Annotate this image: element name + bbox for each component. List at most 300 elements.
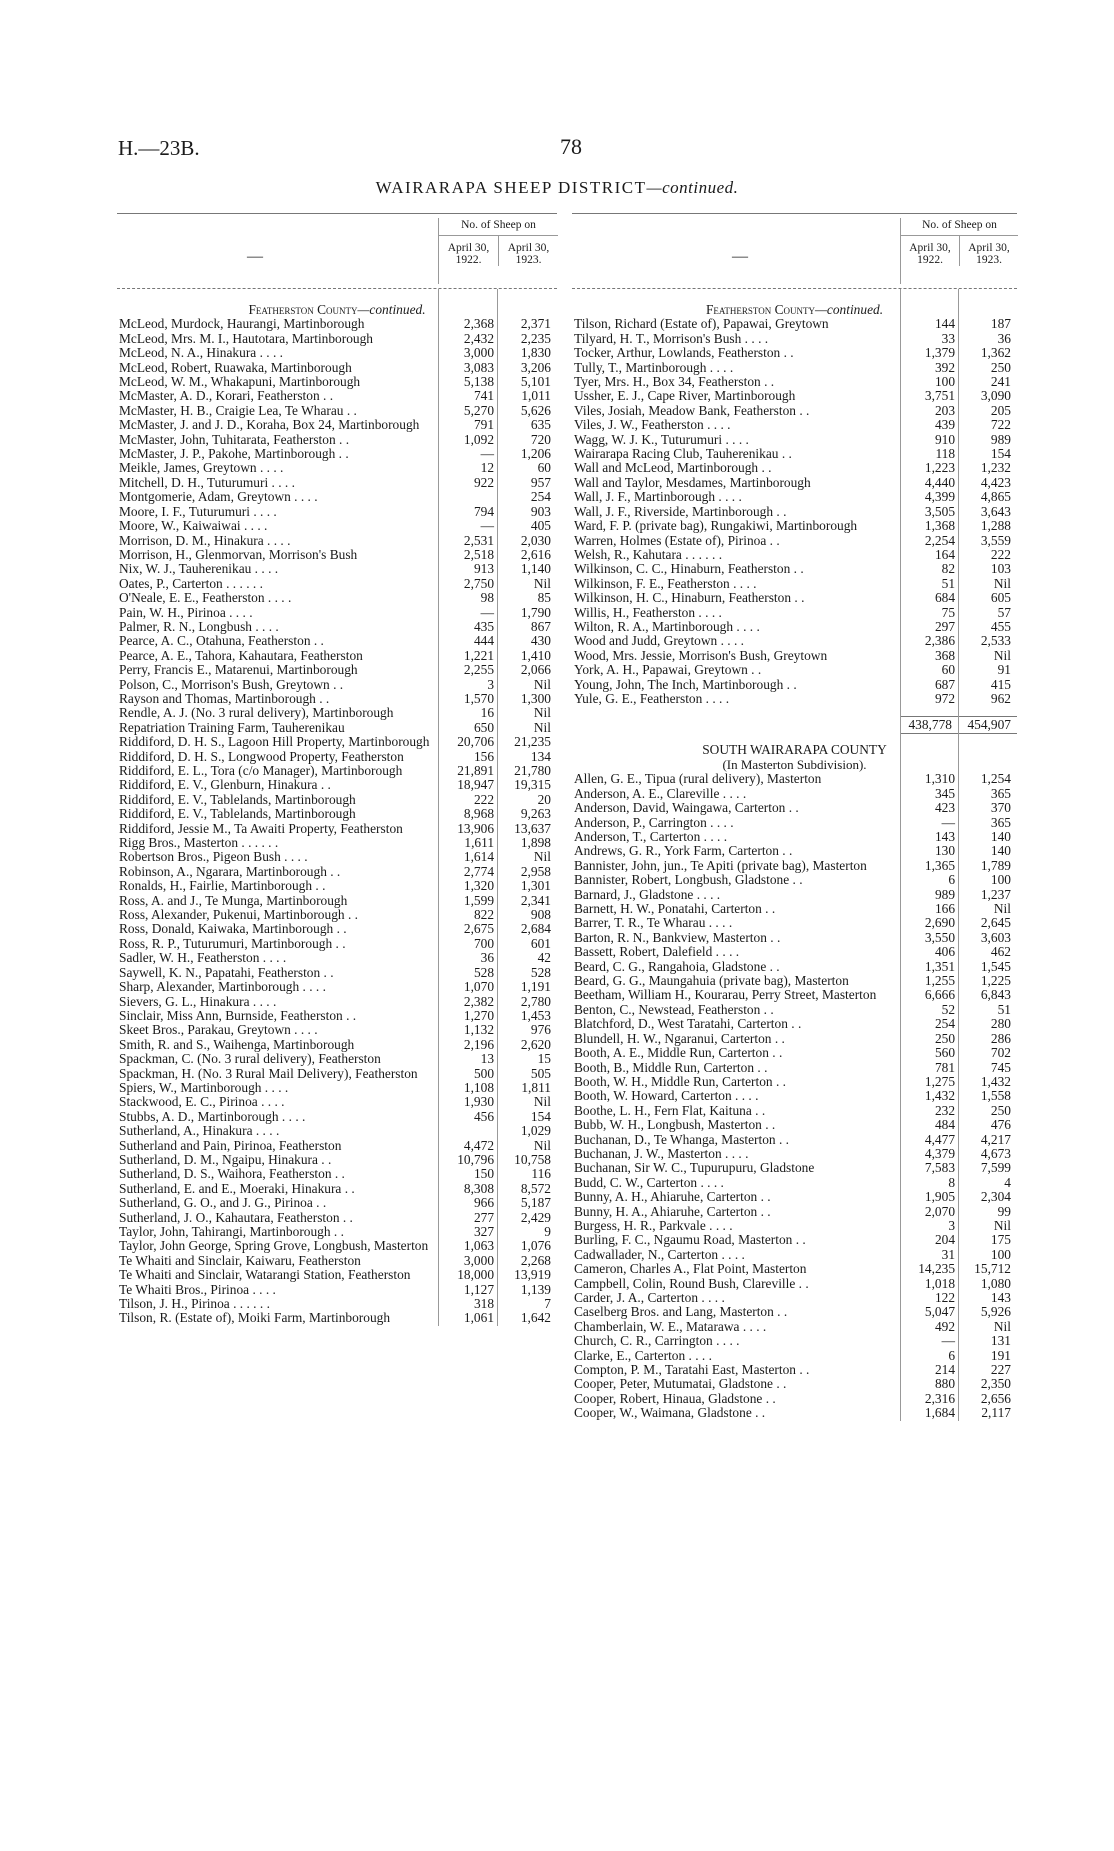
sheep-1922: 1,614	[463, 849, 495, 865]
owner-name	[572, 447, 906, 461]
sheep-1922: 1,223	[924, 460, 956, 476]
sheep-1923: 222	[990, 546, 1011, 562]
table-row	[572, 519, 1017, 533]
sheep-1922: 318	[473, 1296, 495, 1312]
owner-name-text: Clarke, E., Carterton . . . .	[574, 1347, 712, 1363]
table-row	[117, 649, 557, 663]
sheep-1923: 2,066	[520, 662, 551, 678]
owner-name-text: Compton, P. M., Taratahi East, Masterton . .	[574, 1362, 810, 1378]
sheep-1922: 1,570	[463, 690, 495, 706]
owner-name	[572, 1133, 906, 1147]
table-row	[572, 931, 1017, 945]
table-row	[117, 404, 557, 418]
owner-name	[117, 375, 444, 389]
sheep-1922: 297	[934, 618, 956, 634]
owner-name-text: Mitchell, D. H., Tuturumuri . . . .	[119, 474, 295, 490]
owner-name-text: Pearce, A. C., Otahuna, Featherston . .	[119, 633, 324, 649]
sheep-1922: 1,063	[463, 1238, 495, 1254]
table-row	[572, 1176, 1017, 1190]
owner-name-text: Sutherland and Pain, Pirinoa, Featherston	[119, 1137, 342, 1153]
table-row	[117, 418, 557, 432]
table-row	[117, 1268, 557, 1282]
section-continued: —continued.	[357, 302, 426, 317]
table-row	[117, 692, 557, 706]
sheep-1923: 2,341	[520, 892, 551, 908]
sheep-1923: 9,263	[520, 806, 551, 822]
owner-column-dash: —	[732, 248, 748, 265]
sheep-count-header	[900, 218, 1018, 284]
table-row	[117, 461, 557, 475]
owner-name-text: Blatchford, D., West Taratahi, Carterton . .	[574, 1016, 802, 1032]
owner-name-text: Rendle, A. J. (No. 3 rural delivery), Martinborough	[119, 705, 394, 721]
sheep-1923: 91	[997, 662, 1011, 678]
owner-name-text: Sutherland, E. and E., Moeraki, Hinakura . .	[119, 1180, 355, 1196]
sheep-1922: 6	[948, 1347, 956, 1363]
sheep-1923: 9	[544, 1224, 551, 1239]
table-row	[117, 577, 557, 591]
sheep-1923: 2,616	[520, 546, 551, 562]
sheep-1922: 435	[473, 618, 495, 634]
table-row	[572, 1219, 1017, 1233]
table-row	[572, 1061, 1017, 1075]
sheep-1923: 1,362	[980, 345, 1011, 361]
sheep-1922: 922	[473, 474, 495, 490]
section-heading	[572, 289, 1017, 317]
table-row	[117, 1297, 557, 1311]
owner-name-text: Tilson, R. (Estate of), Moiki Farm, Martinborough	[119, 1310, 391, 1326]
owner-name	[572, 389, 906, 403]
sheep-1923: 241	[990, 374, 1011, 390]
owner-name-text: Smith, R. and S., Waihenga, Martinborough	[119, 1036, 355, 1052]
sheep-1923: 702	[990, 1045, 1011, 1061]
owner-name-text: Beard, G. G., Maungahuia (private bag), Masterton	[574, 973, 849, 989]
owner-name	[117, 778, 444, 792]
owner-name	[572, 859, 906, 873]
sheep-1923: 2,656	[980, 1390, 1011, 1406]
table-row	[117, 879, 557, 893]
table-row	[117, 1311, 557, 1325]
sheep-1922: 144	[934, 316, 956, 332]
owner-name	[572, 678, 906, 692]
owner-name-text: Wood, Mrs. Jessie, Morrison's Bush, Greytown	[574, 647, 828, 663]
sheep-1923: 2,429	[520, 1209, 551, 1225]
owner-name-text: Tilson, J. H., Pirinoa . . . . . .	[119, 1296, 270, 1312]
owner-name	[572, 1334, 906, 1348]
column-header	[572, 213, 1017, 289]
owner-name-text: Cooper, W., Waimana, Gladstone . .	[574, 1405, 766, 1421]
owner-name-text: Saywell, K. N., Papatahi, Featherston . .	[119, 964, 334, 980]
owner-name-text: Buchanan, D., Te Whanga, Masterton . .	[574, 1131, 789, 1147]
sheep-1922: 98	[480, 590, 495, 606]
sheep-1922: 13,906	[457, 820, 495, 836]
owner-name	[572, 1161, 906, 1175]
owner-name-text: Wood and Judd, Greytown . . . .	[574, 633, 745, 649]
owner-name	[572, 816, 906, 830]
owner-name	[572, 562, 906, 576]
owner-name	[117, 1009, 444, 1023]
owner-name	[572, 375, 906, 389]
sheep-1923: 2,117	[981, 1405, 1011, 1421]
sheep-1923: Nil	[993, 647, 1011, 663]
owner-name-text: Barrer, T. R., Te Wharau . . . .	[574, 915, 733, 931]
owner-name-text: Robertson Bros., Pigeon Bush . . . .	[119, 849, 308, 865]
sheep-1922: 156	[473, 748, 495, 764]
sheep-1922: 966	[473, 1195, 495, 1211]
owner-name	[572, 663, 906, 677]
sheep-1922: 4,440	[924, 474, 956, 490]
sheep-1923: 1,790	[520, 604, 551, 620]
owner-name-text: Campbell, Colin, Round Bush, Clareville . .	[574, 1275, 809, 1291]
sheep-1922: 31	[941, 1246, 956, 1262]
sheep-1923: 2,620	[520, 1036, 551, 1052]
table-row	[572, 787, 1017, 801]
table-row	[572, 447, 1017, 461]
owner-name-text: Tilyard, H. T., Morrison's Bush . . . .	[574, 330, 769, 346]
sheep-1923: Nil	[533, 676, 551, 692]
sheep-1923: 528	[530, 964, 551, 980]
table-row	[572, 649, 1017, 663]
owner-name-text: Ward, F. P. (private bag), Rungakiwi, Martinborough	[574, 518, 858, 534]
section-name: Featherston County	[248, 302, 358, 317]
owner-name-text: Tocker, Arthur, Lowlands, Featherston . .	[574, 345, 794, 361]
sheep-1923: 100	[990, 1246, 1011, 1262]
sheep-1922: 2,255	[463, 662, 495, 678]
owner-name	[572, 591, 906, 605]
table-row	[117, 375, 557, 389]
sheep-1923: 4	[1004, 1174, 1011, 1190]
owner-name-text: Sadler, W. H., Featherston . . . .	[119, 950, 287, 966]
sheep-1922: 1,351	[924, 958, 956, 974]
table-row	[117, 591, 557, 605]
sheep-1922: 687	[934, 676, 956, 692]
sheep-1923: Nil	[533, 705, 551, 721]
sheep-1923: Nil	[533, 575, 551, 591]
owner-name	[117, 346, 444, 360]
sheep-count-header	[438, 218, 558, 284]
table-row	[572, 620, 1017, 634]
owner-name	[572, 1061, 906, 1075]
owner-name-text: Wagg, W. J. K., Tuturumuri . . . .	[574, 431, 749, 447]
owner-name-text: Buchanan, Sir W. C., Tupurupuru, Gladstone	[574, 1160, 815, 1176]
owner-name	[117, 433, 444, 447]
owner-name-text: Barton, R. N., Bankview, Masterton . .	[574, 929, 781, 945]
owner-name	[117, 822, 444, 836]
sheep-1923: 1,453	[520, 1007, 551, 1023]
sheep-1922: 12	[480, 460, 495, 476]
sheep-1923: 140	[990, 829, 1011, 844]
sheep-1922: 1,092	[463, 431, 495, 447]
owner-name-text: Sutherland, D. M., Ngaipu, Hinakura . .	[119, 1151, 332, 1167]
sheep-1922: 5,138	[463, 374, 495, 390]
table-row	[572, 562, 1017, 576]
table-row	[117, 678, 557, 692]
sheep-1923: 187	[990, 316, 1011, 332]
owner-name-text: Anderson, T., Carterton . . . .	[574, 829, 728, 844]
owner-name-text: Tilson, Richard (Estate of), Papawai, Greytown	[574, 316, 829, 332]
owner-name	[117, 865, 444, 879]
owner-name	[117, 1182, 444, 1196]
owner-name-text: Cadwallader, N., Carterton . . . .	[574, 1246, 745, 1262]
sheep-1922: 392	[934, 359, 956, 375]
owner-name-text: Beard, C. G., Rangahoia, Gladstone . .	[574, 958, 780, 974]
owner-name	[117, 447, 444, 461]
owner-name-text: Spiers, W., Martinborough . . . .	[119, 1079, 289, 1095]
sheep-1923: 140	[990, 843, 1011, 859]
page-title	[0, 178, 1114, 198]
table-row	[117, 1139, 557, 1153]
owner-name	[117, 966, 444, 980]
sheep-1922: 204	[934, 1232, 956, 1248]
table-row	[117, 505, 557, 519]
sheep-1922: 484	[934, 1117, 956, 1133]
owner-name	[117, 908, 444, 922]
owner-name-text: Wairarapa Racing Club, Tauherenikau . .	[574, 446, 792, 462]
owner-name	[117, 461, 444, 475]
owner-name	[117, 663, 444, 677]
sheep-1923: 250	[990, 1102, 1011, 1118]
table-row	[117, 937, 557, 951]
owner-name-text: Viles, Josiah, Meadow Bank, Featherston . .	[574, 402, 810, 418]
sheep-1923: Nil	[533, 1094, 551, 1110]
table-row	[117, 1254, 557, 1268]
sheep-1923: 103	[990, 561, 1011, 577]
sheep-1922: 423	[934, 800, 956, 816]
sheep-1922: 75	[941, 604, 956, 620]
table-row	[117, 1239, 557, 1253]
year-1923-header: April 30, 1923.	[959, 236, 1018, 266]
right-column-table	[572, 213, 1017, 1421]
sheep-1922: 13	[480, 1051, 495, 1067]
owner-name-text: McLeod, Mrs. M. I., Hautotara, Martinborough	[119, 330, 373, 346]
sheep-1922: 528	[473, 964, 495, 980]
sheep-1922: 1,275	[924, 1073, 956, 1089]
sheep-1922: 1,221	[463, 647, 495, 663]
owner-name	[117, 1225, 444, 1239]
sheep-1923: 57	[997, 604, 1011, 620]
sheep-1922: 36	[480, 950, 495, 966]
sheep-1922: 794	[473, 503, 495, 519]
owner-name	[572, 1017, 906, 1031]
owner-name-text: McMaster, A. D., Korari, Featherston . .	[119, 388, 334, 404]
owner-name	[117, 1023, 444, 1037]
sheep-1923: 1,288	[980, 518, 1011, 534]
table-row	[117, 822, 557, 836]
owner-name	[117, 1081, 444, 1095]
sheep-1923: 227	[990, 1362, 1011, 1378]
owner-name	[572, 1190, 906, 1204]
sheep-1923: 1,140	[520, 561, 551, 577]
owner-name-text: Burgess, H. R., Parkvale . . . .	[574, 1217, 733, 1233]
owner-name	[117, 476, 444, 490]
table-row	[572, 1262, 1017, 1276]
sheep-1922: 822	[473, 907, 495, 923]
sheep-1923: 976	[530, 1022, 551, 1038]
table-row	[572, 916, 1017, 930]
sheep-1922: 122	[934, 1290, 956, 1305]
owner-name-text: McMaster, John, Tuhitarata, Featherston . .	[119, 431, 350, 447]
table-row	[572, 1248, 1017, 1262]
owner-name-text: Te Whaiti and Sinclair, Watarangi Station, Featherston	[119, 1267, 411, 1283]
owner-name-text: Beetham, William H., Kourarau, Perry Street, Masterton	[574, 987, 877, 1003]
table-row	[572, 1291, 1017, 1305]
table-row	[572, 404, 1017, 418]
sheep-1922: 3,550	[924, 929, 956, 945]
table-row	[117, 793, 557, 807]
sheep-1922: 327	[473, 1224, 495, 1239]
table-row	[117, 1196, 557, 1210]
sheep-1922: 3	[487, 676, 495, 692]
owner-name-text: Spackman, H. (No. 3 Rural Mail Delivery), Featherston	[119, 1065, 418, 1081]
owner-name-text: Repatriation Training Farm, Tauherenikau	[119, 719, 345, 735]
sheep-1922: 150	[473, 1166, 495, 1182]
owner-name	[117, 807, 444, 821]
owner-name-text: Wall, J. F., Riverside, Martinborough . .	[574, 503, 787, 519]
sheep-1922: 2,518	[463, 546, 495, 562]
owner-name-text: Ronalds, H., Fairlie, Martinborough . .	[119, 878, 326, 894]
owner-name	[572, 1262, 906, 1276]
owner-name-text: McLeod, Murdock, Haurangi, Martinborough	[119, 316, 365, 332]
table-row	[572, 960, 1017, 974]
sheep-1923: 154	[530, 1108, 551, 1124]
sheep-1923: 205	[990, 402, 1011, 418]
sheep-1923: 20	[537, 791, 551, 807]
sheep-1922: 560	[934, 1045, 956, 1061]
sheep-1922: 20,706	[457, 734, 495, 750]
table-row	[117, 1153, 557, 1167]
owner-name-text: Sutherland, A., Hinakura . . . .	[119, 1123, 280, 1139]
sheep-1923: 131	[990, 1333, 1011, 1349]
sheep-1922: 791	[473, 417, 495, 433]
sheep-1922: 1,061	[463, 1310, 495, 1326]
title-continued: —continued.	[646, 178, 739, 197]
owner-name	[117, 1139, 444, 1153]
table-row	[117, 980, 557, 994]
sheep-1922: 444	[473, 633, 495, 649]
section-continued: —continued.	[815, 302, 884, 317]
sheep-on-label: No. of Sheep on	[901, 218, 1018, 236]
owner-name-text: Moore, W., Kaiwaiwai . . . .	[119, 518, 268, 534]
table-row	[572, 461, 1017, 475]
sheep-1923: 143	[990, 1290, 1011, 1305]
sheep-1923: 476	[990, 1117, 1011, 1133]
owner-name-text: Bubb, W. H., Longbush, Masterton . .	[574, 1117, 776, 1133]
sheep-1922: 100	[934, 374, 956, 390]
table-row	[572, 888, 1017, 902]
table-row	[117, 1023, 557, 1037]
sheep-1923: 254	[530, 489, 551, 505]
sheep-1922: 1,255	[924, 973, 956, 989]
owner-name	[117, 692, 444, 706]
sheep-1923: 370	[990, 800, 1011, 816]
table-row	[117, 1052, 557, 1066]
sheep-1922: 8	[948, 1174, 956, 1190]
sheep-1923: 908	[530, 907, 551, 923]
sheep-1922: —	[941, 814, 956, 830]
sheep-1922: 60	[941, 662, 956, 678]
owner-name	[572, 1406, 906, 1420]
sheep-1922: 4,399	[924, 489, 956, 505]
section-subdivision: (In Masterton Subdivision).	[722, 757, 867, 773]
owner-name-text: Ross, R. P., Tuturumuri, Martinborough . .	[119, 935, 346, 951]
sheep-1922: 650	[473, 719, 495, 735]
sheep-1923: 3,603	[980, 929, 1011, 945]
owner-name-text: McMaster, J. P., Pakohe, Martinborough . .	[119, 446, 349, 462]
owner-name	[572, 1089, 906, 1103]
table-row	[572, 577, 1017, 591]
sheep-1922: 880	[934, 1376, 956, 1392]
owner-name	[572, 902, 906, 916]
owner-name	[572, 692, 906, 706]
sheep-1923: 8,572	[520, 1180, 551, 1196]
owner-name	[117, 1311, 444, 1325]
owner-name-text: Church, C. R., Carrington . . . .	[574, 1333, 740, 1349]
table-row	[572, 1133, 1017, 1147]
owner-name	[117, 361, 444, 375]
sheep-1923: 962	[990, 690, 1011, 706]
owner-name-text: Carder, J. A., Carterton . . . .	[574, 1290, 725, 1305]
owner-name	[117, 1067, 444, 1081]
owner-name	[117, 951, 444, 965]
owner-name	[572, 772, 906, 786]
owner-name	[117, 1153, 444, 1167]
owner-name	[572, 1118, 906, 1132]
owner-name	[572, 801, 906, 815]
sheep-1923: 1,811	[521, 1079, 551, 1095]
owner-name	[117, 750, 444, 764]
owner-name	[117, 562, 444, 576]
owner-name-text: Ross, A. and J., Te Munga, Martinborough	[119, 892, 348, 908]
sheep-1923: 1,254	[980, 771, 1011, 787]
sheep-1923: 405	[530, 518, 551, 534]
sheep-1923: 722	[990, 417, 1011, 433]
sheep-1923: 2,350	[980, 1376, 1011, 1392]
owner-name	[572, 461, 906, 475]
table-row	[572, 692, 1017, 706]
sheep-1922: 3	[948, 1217, 956, 1233]
table-row	[572, 346, 1017, 360]
table-row	[117, 966, 557, 980]
sheep-1923: 635	[530, 417, 551, 433]
sheep-1923: 21,235	[514, 734, 551, 750]
owner-name	[572, 830, 906, 844]
table-row	[117, 1067, 557, 1081]
owner-name	[117, 519, 444, 533]
sheep-1923: 5,926	[980, 1304, 1011, 1320]
sheep-1922: 1,018	[924, 1275, 956, 1291]
table-row	[117, 807, 557, 821]
owner-name-text: Riddiford, E. V., Tablelands, Martinborough	[119, 806, 356, 822]
owner-name	[117, 620, 444, 634]
sheep-1922: 1,127	[463, 1281, 495, 1297]
sheep-1922: 500	[473, 1065, 495, 1081]
sheep-1922: 1,368	[924, 518, 956, 534]
owner-name	[117, 894, 444, 908]
owner-name	[117, 1211, 444, 1225]
owner-name-text: Meikle, James, Greytown . . . .	[119, 460, 284, 476]
sheep-1923: 2,030	[520, 532, 551, 548]
owner-name-text: Booth, B., Middle Run, Carterton . .	[574, 1059, 768, 1075]
owner-name-text: Taylor, John George, Spring Grove, Longbush, Masterton	[119, 1238, 429, 1254]
sheep-1922: 2,675	[463, 921, 495, 937]
table-row	[572, 772, 1017, 786]
table-row	[117, 447, 557, 461]
owner-name-text: Sutherland, D. S., Waihora, Featherston . .	[119, 1166, 345, 1182]
table-row	[117, 634, 557, 648]
sheep-1922: 277	[473, 1209, 495, 1225]
sheep-1922: 4,379	[924, 1145, 956, 1161]
sheep-1923: 2,780	[520, 993, 551, 1009]
table-row	[117, 778, 557, 792]
